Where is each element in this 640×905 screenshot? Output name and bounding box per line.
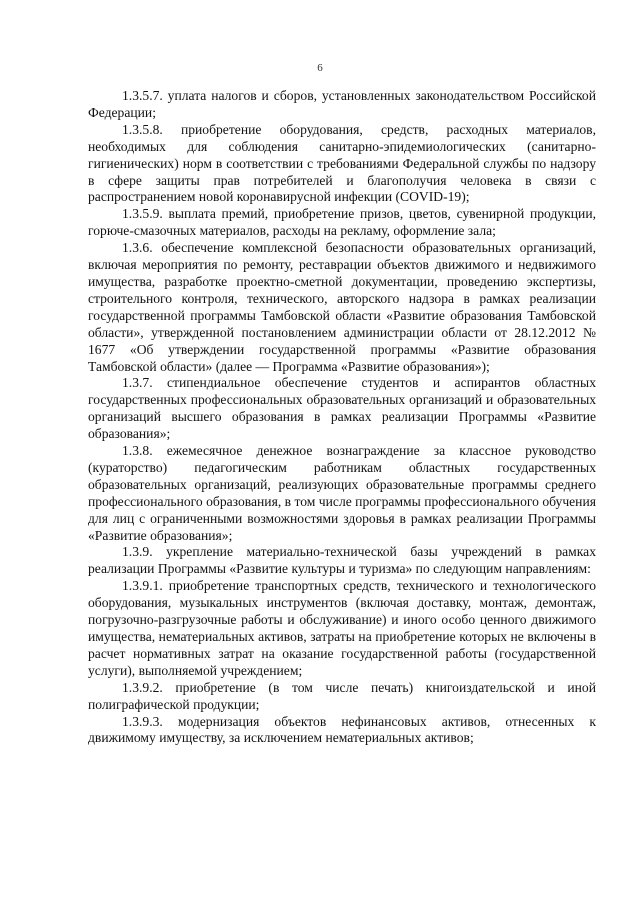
page-number: 6	[317, 62, 323, 74]
paragraph-1-3-5-8: 1.3.5.8. приобретение оборудования, средств, расходных материалов, необходимых для соблюдения санитарно-эпидемиологических (санитарно-гигиенических) норм в соответствии с требованиями Федеральной службы по надзору в сфере защиты прав потребителей и благополучия человека в связи с распространением новой коронавирусной инфекции (COVID-19);	[88, 121, 596, 205]
paragraph-1-3-6: 1.3.6. обеспечение комплексной безопасности образовательных организаций, включая мероприятия по ремонту, реставрации объектов движимого и недвижимого имущества, разработке проектно-сметной документации, проведению экспертизы, строительного контроля, технического, авторского надзора в рамках реализации государственной программы Тамбовской области «Развитие образования Тамбовской области», утвержденной постановлением администрации области от 28.12.2012 № 1677 «Об утверждении государственной программы «Развитие образования Тамбовской области» (далее — Программа «Развитие образования»);	[88, 240, 596, 374]
paragraph-1-3-9-2: 1.3.9.2. приобретение (в том числе печать) книгоиздательской и иной полиграфической продукции;	[88, 679, 596, 712]
paragraph-1-3-9-3: 1.3.9.3. модернизация объектов нефинансовых активов, отнесенных к движимому имуществу, за исключением нематериальных активов;	[88, 713, 596, 746]
document-body	[88, 88, 596, 747]
paragraph-1-3-7: 1.3.7. стипендиальное обеспечение студентов и аспирантов областных государственных профессиональных образовательных организаций и образовательных организаций высшего образования в рамках реализации Программы «Развитие образования»;	[88, 375, 596, 442]
paragraph-1-3-5-9: 1.3.5.9. выплата премий, приобретение призов, цветов, сувенирной продукции, горюче-смазочных материалов, расходы на рекламу, оформление зала;	[88, 206, 596, 239]
paragraph-1-3-8: 1.3.8. ежемесячное денежное вознаграждение за классное руководство (кураторство) педагогическим работникам областных государственных образовательных организаций, реализующих образовательные программы среднего профессионального образования, в том числе программы профессионального обучения для лиц с ограниченными возможностями здоровья в рамках реализации Программы «Развитие образования»;	[88, 443, 596, 543]
paragraph-1-3-5-7: 1.3.5.7. уплата налогов и сборов, установленных законодательством Российской Федерации;	[88, 88, 596, 120]
paragraph-1-3-9: 1.3.9. укрепление материально-технической базы учреждений в рамках реализации Программы «Развитие культуры и туризма» по следующим направлениям:	[88, 544, 596, 577]
paragraph-1-3-9-1: 1.3.9.1. приобретение транспортных средств, технического и технологического оборудования, музыкальных инструментов (включая доставку, монтаж, демонтаж, погрузочно-разгрузочные работы и обслуживание) и иного особо ценного движимого имущества, нематериальных активов, затраты на приобретение которых не включены в расчет нормативных затрат на оказание государственной работы (государственной услуги), выполняемой учреждением;	[88, 578, 596, 678]
